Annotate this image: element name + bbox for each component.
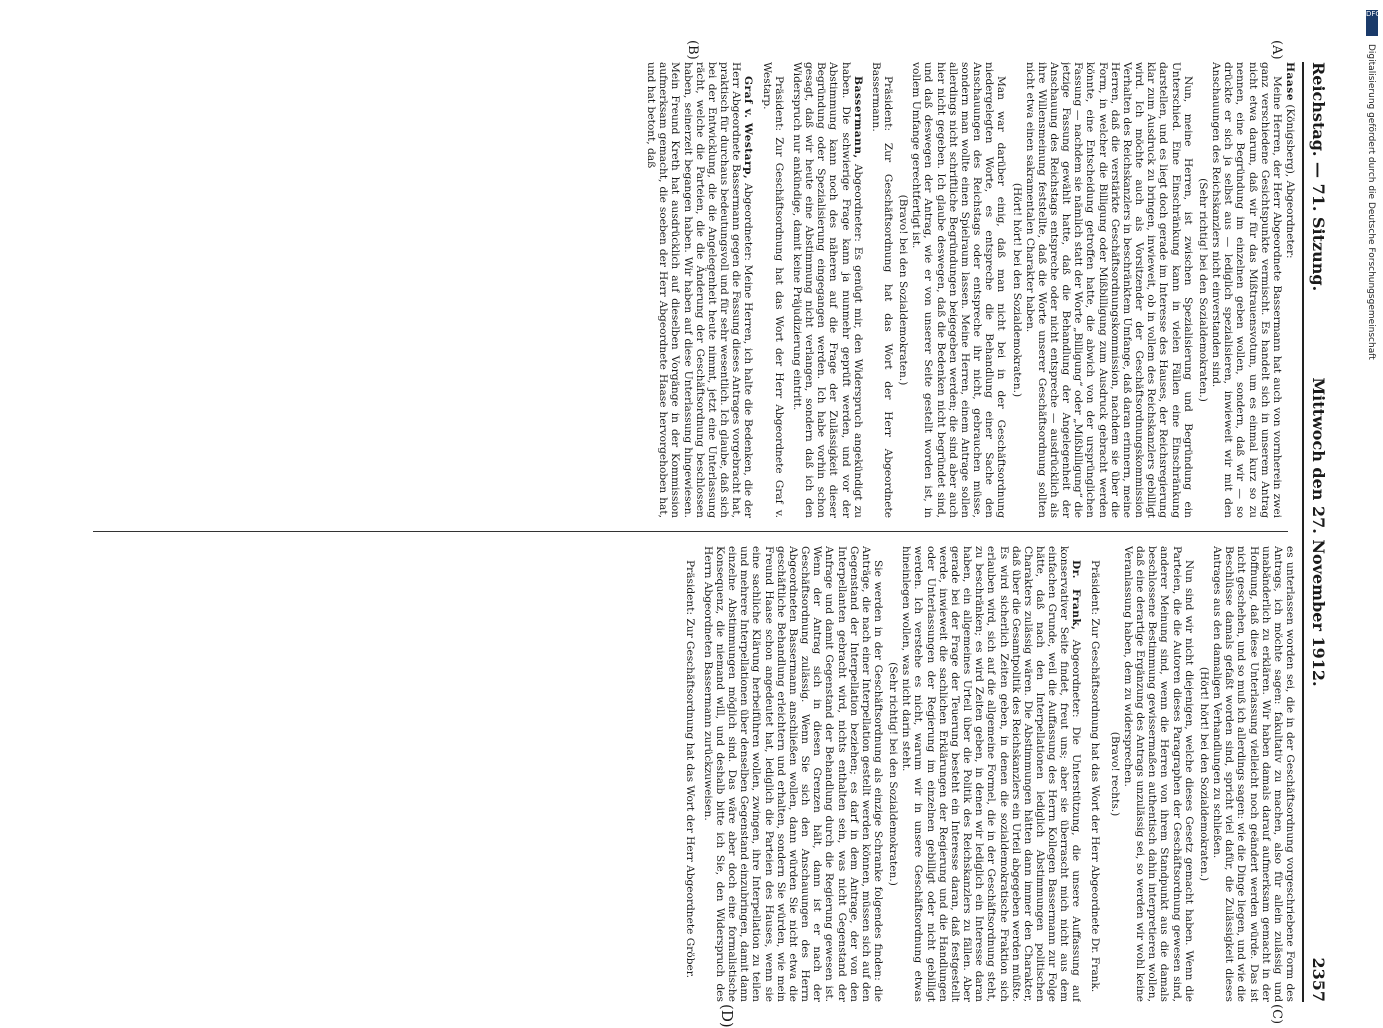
speaker-name: Graf v. Westarp, [742, 76, 755, 180]
paragraph: es unterlassen worden sei, die in der Geschäftsordnung vorgeschriebene Form des Antrags, ich möchte sagen: fakultativ zu machen, also für allein zulässig und unabänderlich zu erklären. Wir haben damals darauf aufmerksam gemacht in der Hoffnung, daß diese Unterlassung vielleicht noch geändert werden würde. Das ist nicht geschehen, und so muß ich allerdings sagen: wie die Dinge liegen, und wie die Beschlüsse damals gefaßt worden sind, spricht viel dafür, die Zulässigkeit dieses Antrages aus den damaligen Verhandlungen zu schließen. [1211, 546, 1296, 1002]
president-line: Präsident: Zur Geschäftsordnung hat das Wort der Herr Abgeordnete Gröber. [683, 560, 696, 979]
left-column [86, 62, 1296, 518]
speech-paragraph [645, 62, 754, 518]
president-line: Präsident: Zur Geschäftsordnung hat das Wort der Herr Abgeordnete Graf v. Westarp. [760, 62, 785, 518]
digitization-credit [1362, 44, 1382, 1024]
margin-letter-b: (B) [685, 40, 700, 60]
speaker-name: Dr. Frank, [1070, 560, 1083, 631]
paragraph: Man war darüber einig, daß man nicht bei in der Geschäftsordnung niedergelegten Worte, es entspreche die Behandlung einer Sache den Anschauungen des Reichstags oder entspreche ihr nicht, gebrauchen müsse, sondern man wollte einen Spielraum lassen. Meine Herren, einem Antrage sollen allerdings nicht schriftliche Begründungen beigegeben werden; die sind aber auch hier nicht gegeben. Ich glaube deswegen, daß die Bedenken nicht begründet sind, und daß deswegen der Antrag, wie er von unserer Seite gestellt worden ist, in vollem Umfange gerechtfertigt ist. [910, 62, 1008, 518]
speaker-name: Bassermann, [851, 76, 864, 159]
paragraph: Nun sind wir nicht diejenigen, welche dieses Gesetz gemacht haben. Wenn die Parteien, die die Autoren dieses Paragraphen der Geschäftsordnung gewesen sind, anderer Meinung sind, wenn die Herren von ihrem Standpunkt aus die damals beschlossene Bestimmung gewissermaßen authentisch dahin interpretieren wollen, daß eine derartige Ergänzung des Antrags unzulässig sei, so werden wir wohl keine Veranlassung haben, dem zu widersprechen. [1121, 546, 1195, 1002]
margin-letter-c: (C) [1269, 1004, 1284, 1025]
speech-text: Abgeordneter: Meine Herren, ich halte die Bedenken, die der Herr Abgeordnete Bassermann gegen die Fassung dieses Antrages vorgebracht hat, praktisch für durchaus bedeutungsvoll und für sehr wesentlich. Ich glaube, daß sich bei der Entwicklung, die die Angelegenheit heute nimmt, jetzt eine Unterlassung rächt, welche die Parteien, die die Änderung der Geschäftsordnung beschlossen haben, seinerzeit begangen haben. Wir haben auf diese Unterlassung hingewiesen. Mein Freund Kreth hat ausdrücklich auf dieselben Vorgänge in der Kommission aufmerksam gemacht, die soeben der Herr Abgeordnete Haase hervorgehoben hat, und hat betont, daß [645, 62, 755, 518]
credit-text: Digitalisierung gefördert durch die Deutsche Forschungsgemeinschaft [1366, 44, 1376, 360]
right-column [86, 546, 1296, 1002]
header-date: Mittwoch den 27. November 1912. [1309, 377, 1328, 687]
document-page [80, 40, 1330, 1028]
margin-letter-d: (D) [718, 1004, 736, 1028]
interjection: (Bravo! bei den Sozialdemokraten.) [897, 194, 910, 386]
president-line: Präsident: Zur Geschäftsordnung hat das Wort der Herr Abgeordnete Bassermann. [869, 62, 894, 518]
president-line: Präsident: Zur Geschäftsordnung hat das Wort der Herr Abgeordnete Dr. Frank. [1088, 560, 1101, 993]
interjection: (Hört! hört! bei den Sozialdemokraten.) [1010, 182, 1023, 398]
interjection: (Sehr richtig! bei den Sozialdemokraten.) [887, 662, 900, 886]
interjection: (Sehr richtig! bei den Sozialdemokraten.) [1196, 178, 1209, 402]
paragraph: Nun, meine Herren, ist zwischen Spezialisierung und Begründung ein Unterschied. Eine Einschränkung kann in vielen Fällen eine Einschränkung darstellen, und es liegt doch gerade im Interesse des Hauses, der Reichsregierung klar zum Ausdruck zu bringen, inwieweit, ob in vollem des Reichskanzlers gebilligt wird. Ich möchte auch als Vorsitzender der Geschäftsordnungskommission Verhalten des Reichskanzlers in beschränktem Umfange, daß daran erinnern, meine Herren, daß die verstärkte Geschäftsordnungskommission, nachdem sie über die Form, in welcher die Billigung oder Mißbilligung zum Ausdruck gebracht werden könnte, eine Entscheidung getroffen hatte, die abwich von der ursprünglichen Fassung — nachdem sie nämlich statt der Worte „Billigung“ oder „Mißbilligung“ die jetzige Fassung gewählt hatte, daß die Behandlung der Angelegenheit der Anschauung des Reichstags entspreche oder nicht entspreche — ausdrücklich als ihre Willensmeinung feststellte, daß die Worte unserer Geschäftsordnung sollten nicht etwa einen sakramentalen Charakter haben. [1023, 62, 1194, 518]
speech-paragraph [791, 62, 864, 518]
speaker-role: (Königsberg), Abgeordneter: [1284, 104, 1296, 259]
speaker-name: Haase [1284, 62, 1296, 101]
speaker-line [1284, 62, 1296, 518]
interjection: (Hört! hört! bei den Sozialdemokraten.) [1197, 666, 1210, 882]
paragraph: Meine Herren, der Herr Abgeordnete Bassermann hat auch von vornherein zwei ganz verschiedene Gesichtspunkte vermischt. Es handelt sich in unserem Antrag nicht etwa darum, daß wir für das Mißtrauensvotum, um es einmal kurz so zu nennen, eine Begründung im einzelnen geben wollen, sondern, daß wir — so drückte er sich ja selbst aus — lediglich spezialisieren, inwieweit wir mit den Anschauungen des Reichskanzlers nicht einverstanden sind. [1210, 62, 1283, 518]
header-left: Reichstag. — 71. Sitzung. [1309, 62, 1328, 292]
speech-text: Abgeordneter: Die Unterstützung, die unsere Auffassung auf konservativer Seite findet, freut uns; aber sie überrascht mich nicht aus dem einfachen Grunde, weil die Auffassung des Herrn Kollegen Bassermann zur Folge hätte, daß nach den Interpellationen lediglich Abstimmungen politischen Charakters zulässig wären. Die Abstimmungen hätten dann immer den Charakter, daß über die Gesamtpolitik des Reichskanzlers ein Urteil abgegeben werden müßte. Es wird sicherlich Zeiten geben, in denen die sozialdemokratische Fraktion sich erlauben wird, sich auf die allgemeine Formel, die in der Geschäftsordnung steht, zu beschränken; es wird Zeiten geben, in denen wir lediglich ein Interesse daran haben, ein allgemeines Urteil über die Politik des Reichskanzlers zu fällen. Aber gerade bei der Frage der Teuerung besteht ein Interesse daran, daß festgestellt werde, inwieweit die sachlichen Erklärungen der Regierung und die Handlungen oder Unterlassungen der Regierung im einzelnen gebilligt oder nicht gebilligt werden. Ich verstehe es nicht, warum wir in unsere Geschäftsordnung etwas hineinlegen wollen, was nicht darin steht. [900, 546, 1083, 1002]
running-head [1302, 62, 1330, 1002]
column-rule [93, 531, 1288, 532]
margin-letter-a: (A) [1269, 40, 1284, 60]
dfg-logo: DFG [1366, 10, 1378, 36]
columns [86, 40, 1296, 1028]
speech-text: Abgeordneter: Es genügt mir, den Widerspruch angekündigt zu haben. Die schwierige Frage kann ja nunmehr geprüft werden, und vor der Abstimmung kann noch des näheren auf die Frage der Zulässigkeit dieser Begründung oder Spezialisierung eingegangen werden. Ich habe vorhin schon gesagt, daß wir heute eine Abstimmung nicht verlangen, sondern daß ich den Widerspruch nur ankündige, damit keine Präjudizierung eintritt. [790, 62, 864, 518]
speech-paragraph [900, 546, 1082, 1002]
interjection: (Bravo! rechts.) [1108, 731, 1121, 817]
page-number: 2357 [1309, 957, 1328, 1002]
paragraph: Sie werden in der Geschäftsordnung als einzige Schranke folgendes finden: die Anträge, die nach einer Interpellation gestellt werden können, müssen sich auf den Gegenstand der Interpellation beziehen; es darf in dem Antrage, der von den Interpellanten gebracht wird, nichts enthalten sein, was nicht Gegenstand der Anfrage und damit Gegenstand der Behandlung durch die Regierung gewesen ist. Wenn der Antrag sich in diesen Grenzen hält, dann ist er nach der Geschäftsordnung zulässig. Wenn Sie sich den Anschauungen des Herrn Abgeordneten Bassermann anschließen wollen, dann würden Sie nicht etwa die geschäftliche Behandlung erleichtern und erhalten, sondern Sie würden, wie mein Freund Haase schon angedeutet hat, lediglich die Parteien des Hauses, wenn sie eine sachliche Klärung herbeiführen wollen, zwingen, ihre Interpellation zu teilen und mehrere Interpellationen über denselben Gegenstand einzubringen, damit dann einzelne Abstimmungen möglich sind. Das wäre aber doch eine formalistische Konsequenz, die niemand will, und deshalb bitte ich Sie, den Widerspruch des Herrn Abgeordneten Bassermann zurückzuweisen. [701, 546, 884, 1002]
